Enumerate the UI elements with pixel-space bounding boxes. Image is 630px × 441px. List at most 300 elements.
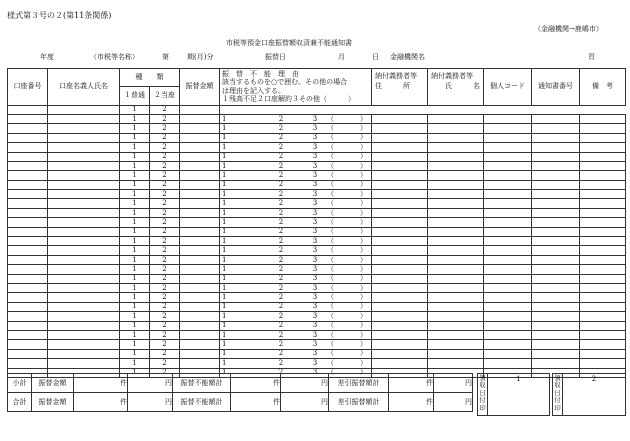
notice-no-cell[interactable] [532,330,580,339]
payer-name-cell[interactable] [428,255,484,264]
account-no-cell[interactable] [8,321,48,330]
table-row [8,321,626,330]
reason-title: 振 替 不 能 理 由 [222,70,299,78]
personal-code-cell[interactable] [484,133,532,142]
payer-address-cell[interactable] [372,274,428,283]
amount-cell[interactable] [180,359,220,368]
reason-opt-2: 2 [278,142,284,151]
reason-opt-1: 1 [222,293,227,302]
amount-cell[interactable] [180,227,220,236]
transfer-date-label: 振替日 [265,53,286,61]
notice-no-cell[interactable] [532,227,580,236]
personal-code-cell[interactable] [484,143,532,152]
account-no-cell[interactable] [8,114,48,123]
remarks-cell[interactable] [580,274,626,283]
page-label: 頁 [588,53,595,61]
holder-cell[interactable] [48,274,120,283]
reason-open-paren: （ [327,330,334,339]
remarks-cell[interactable] [580,330,626,339]
reason-opt-2: 2 [278,340,284,349]
notice-no-cell[interactable] [532,208,580,217]
personal-code-cell[interactable] [484,190,532,199]
account-no-cell[interactable] [8,265,48,274]
remarks-cell[interactable] [580,227,626,236]
payer-address-cell[interactable] [372,180,428,189]
reason-open-paren: （ [327,274,334,283]
total-net-yen-unit: 円 [434,393,473,412]
reason-desc-1: 該当するものを○で囲む。その他の場合 [222,78,348,87]
personal-code-cell[interactable] [484,227,532,236]
personal-code-cell[interactable] [484,208,532,217]
remarks-cell[interactable] [580,237,626,246]
reason-opt-3: 3 [312,170,318,179]
payer-name-cell[interactable] [428,283,484,292]
holder-cell[interactable] [48,208,120,217]
reason-close-paren: ） [360,189,367,198]
kind-2-cell: 2 [150,208,180,217]
receipt-stamp-label-1: 領収日付印 [478,374,488,416]
holder-cell[interactable] [48,237,120,246]
account-no-cell[interactable] [8,349,48,358]
amount-cell[interactable] [180,114,220,123]
notice-no-cell[interactable] [532,349,580,358]
notice-no-cell[interactable] [532,293,580,302]
kind-2-cell: 2 [150,274,180,283]
payer-name-cell[interactable] [428,180,484,189]
remarks-cell[interactable] [580,190,626,199]
remarks-cell[interactable] [580,124,626,133]
notice-no-cell[interactable] [532,237,580,246]
personal-code-cell[interactable] [484,255,532,264]
payer-address-cell[interactable] [372,114,428,123]
payer-name-cell[interactable] [428,312,484,321]
reason-open-paren: （ [327,227,334,236]
holder-cell[interactable] [48,359,120,368]
personal-code-cell[interactable] [484,349,532,358]
holder-cell[interactable] [48,114,120,123]
remarks-cell[interactable] [580,114,626,123]
table-row [8,227,626,236]
notice-no-cell[interactable] [532,114,580,123]
payer-name-cell[interactable] [428,359,484,368]
amount-cell[interactable] [180,208,220,217]
payer-name-cell[interactable] [428,190,484,199]
account-no-cell[interactable] [8,124,48,133]
remarks-cell[interactable] [580,265,626,274]
reason-close-paren: ） [360,349,367,358]
account-no-cell[interactable] [8,171,48,180]
holder-cell[interactable] [48,293,120,302]
amount-cell[interactable] [180,312,220,321]
kind-1-cell: 1 [120,340,150,349]
kind-1-cell: 1 [120,312,150,321]
holder-cell[interactable] [48,283,120,292]
reason-opt-3: 3 [312,283,318,292]
payer-name-cell[interactable] [428,171,484,180]
payer-name-cell[interactable] [428,246,484,255]
reason-opt-3: 3 [312,311,318,320]
receipt-stamp-2 [552,373,626,416]
personal-code-cell[interactable] [484,246,532,255]
holder-cell[interactable] [48,133,120,142]
payer-name-cell[interactable] [428,265,484,274]
payer-name-cell[interactable] [428,274,484,283]
payer-name-cell[interactable] [428,124,484,133]
personal-code-cell[interactable] [484,124,532,133]
personal-code-cell[interactable] [484,302,532,311]
amount-cell[interactable] [180,152,220,161]
reason-close-paren: ） [360,114,367,123]
account-no-cell[interactable] [8,246,48,255]
payer-address-cell[interactable] [372,152,428,161]
payer-name-cell[interactable] [428,340,484,349]
payer-address-cell[interactable] [372,218,428,227]
notice-no-cell[interactable] [532,124,580,133]
reason-close-paren: ） [360,340,367,349]
remarks-cell[interactable] [580,218,626,227]
holder-cell[interactable] [48,349,120,358]
remarks-cell[interactable] [580,180,626,189]
notice-no-cell[interactable] [532,143,580,152]
notice-no-cell[interactable] [532,190,580,199]
holder-cell[interactable] [48,143,120,152]
notice-no-cell[interactable] [532,274,580,283]
reason-opt-2: 2 [278,311,284,320]
remarks-cell[interactable] [580,359,626,368]
notice-no-cell[interactable] [532,359,580,368]
reason-open-paren: （ [327,283,334,292]
account-no-cell[interactable] [8,302,48,311]
payer-address-cell[interactable] [372,293,428,302]
holder-cell[interactable] [48,340,120,349]
payer-address-cell[interactable] [372,283,428,292]
reason-close-paren: ） [360,321,367,330]
reason-cell [220,124,372,133]
total-fail-yen-unit: 円 [281,393,329,412]
reason-opt-3: 3 [312,358,318,367]
table-row [8,208,626,217]
table-row [8,124,626,133]
holder-cell[interactable] [48,321,120,330]
holder-cell[interactable] [48,180,120,189]
holder-cell[interactable] [48,161,120,170]
notice-no-cell[interactable] [532,199,580,208]
payer-name-cell[interactable] [428,302,484,311]
payer-address-cell[interactable] [372,302,428,311]
subtotal-fail-yen-unit: 円 [281,374,329,393]
payer-address-cell[interactable] [372,255,428,264]
payer-address-cell[interactable] [372,208,428,217]
amount-cell[interactable] [180,302,220,311]
kind-2-cell: 2 [150,180,180,189]
receipt-stamp-number-2: 2 [563,374,626,416]
remarks-cell[interactable] [580,302,626,311]
notice-no-cell[interactable] [532,133,580,142]
notice-no-cell[interactable] [532,312,580,321]
payer-name-label-a: 納付義務者等 [431,72,473,80]
receipt-stamp-label-2: 領収日付印 [553,374,563,416]
account-no-cell[interactable] [8,152,48,161]
remarks-cell[interactable] [580,255,626,264]
kind-2-cell: 2 [150,340,180,349]
reason-opt-1: 1 [222,180,227,189]
payer-address-cell[interactable] [372,246,428,255]
holder-cell[interactable] [48,246,120,255]
personal-code-cell[interactable] [484,283,532,292]
payer-name-cell[interactable] [428,330,484,339]
remarks-cell[interactable] [580,199,626,208]
payer-name-cell[interactable] [428,161,484,170]
account-no-cell[interactable] [8,208,48,217]
account-no-cell[interactable] [8,133,48,142]
holder-cell[interactable] [48,227,120,236]
account-no-cell[interactable] [8,161,48,170]
remarks-cell[interactable] [580,321,626,330]
amount-cell[interactable] [180,133,220,142]
remarks-cell[interactable] [580,152,626,161]
amount-cell[interactable] [180,180,220,189]
payer-address-cell[interactable] [372,227,428,236]
holder-cell[interactable] [48,124,120,133]
reason-open-paren: （ [327,180,334,189]
account-no-cell[interactable] [8,199,48,208]
payer-name-cell[interactable] [428,199,484,208]
payer-address-cell[interactable] [372,265,428,274]
total-fail-count-unit: 件 [231,393,281,412]
account-no-cell[interactable] [8,255,48,264]
holder-cell[interactable] [48,312,120,321]
notice-no-cell[interactable] [532,321,580,330]
personal-code-cell[interactable] [484,237,532,246]
payer-name-cell[interactable] [428,208,484,217]
table-row [8,133,626,142]
table-row [8,312,626,321]
reason-close-paren: ） [360,283,367,292]
amount-cell[interactable] [180,330,220,339]
holder-cell[interactable] [48,105,120,114]
personal-code-cell[interactable] [484,293,532,302]
personal-code-cell[interactable] [484,218,532,227]
payer-address-cell[interactable] [372,199,428,208]
remarks-cell[interactable] [580,171,626,180]
kind-2-cell: 2 [150,321,180,330]
notice-no-cell[interactable] [532,302,580,311]
reason-cell [220,265,372,274]
account-no-cell[interactable] [8,293,48,302]
payer-address-cell[interactable] [372,143,428,152]
account-no-cell[interactable] [8,340,48,349]
remarks-cell[interactable] [580,161,626,170]
amount-cell[interactable] [180,171,220,180]
payer-address-cell[interactable] [372,340,428,349]
reason-close-paren: ） [360,199,367,208]
payer-name-cell[interactable] [428,133,484,142]
notice-no-cell[interactable] [532,265,580,274]
col-reason [220,69,372,106]
amount-cell[interactable] [180,237,220,246]
payer-address-cell[interactable] [372,161,428,170]
personal-code-cell[interactable] [484,359,532,368]
table-row [8,237,626,246]
reason-opt-1: 1 [222,330,227,339]
personal-code-cell[interactable] [484,114,532,123]
holder-cell[interactable] [48,218,120,227]
reason-open-paren: （ [327,161,334,170]
receipt-stamp-1 [477,373,550,416]
reason-cell [220,190,372,199]
table-row [8,105,626,114]
notice-no-cell[interactable] [532,180,580,189]
personal-code-cell[interactable] [484,274,532,283]
reason-opt-1: 1 [222,189,227,198]
payer-address-cell[interactable] [372,171,428,180]
amount-cell[interactable] [180,274,220,283]
holder-cell[interactable] [48,255,120,264]
amount-cell[interactable] [180,340,220,349]
personal-code-cell[interactable] [484,265,532,274]
personal-code-cell[interactable] [484,152,532,161]
account-no-cell[interactable] [8,180,48,189]
notice-no-cell[interactable] [532,152,580,161]
amount-cell[interactable] [180,190,220,199]
personal-code-cell[interactable] [484,199,532,208]
holder-cell[interactable] [48,302,120,311]
remarks-cell[interactable] [580,133,626,142]
amount-cell[interactable] [180,349,220,358]
account-no-cell[interactable] [8,237,48,246]
holder-cell[interactable] [48,199,120,208]
holder-cell[interactable] [48,330,120,339]
remarks-cell[interactable] [580,208,626,217]
remarks-cell[interactable] [580,246,626,255]
reason-opt-2: 2 [278,227,284,236]
amount-cell[interactable] [180,218,220,227]
notice-no-cell[interactable] [532,283,580,292]
payer-name-cell[interactable] [428,321,484,330]
payer-address-cell[interactable] [372,190,428,199]
payer-name-cell[interactable] [428,152,484,161]
payer-name-cell[interactable] [428,237,484,246]
payer-name-cell[interactable] [428,143,484,152]
personal-code-cell[interactable] [484,180,532,189]
reason-opt-1: 1 [222,217,227,226]
payer-address-cell[interactable] [372,359,428,368]
notice-no-cell[interactable] [532,171,580,180]
remarks-cell[interactable] [580,340,626,349]
reason-opt-2: 2 [278,349,284,358]
reason-open-paren: （ [327,358,334,367]
payer-name-cell[interactable] [428,218,484,227]
col-kind-2: ２当座 [150,87,180,105]
account-no-cell[interactable] [8,105,48,114]
account-no-cell[interactable] [8,190,48,199]
account-no-cell[interactable] [8,330,48,339]
reason-opt-2: 2 [278,170,284,179]
account-no-cell[interactable] [8,143,48,152]
amount-cell[interactable] [180,321,220,330]
payer-address-cell[interactable] [372,349,428,358]
payer-name-cell[interactable] [428,349,484,358]
remarks-cell[interactable] [580,143,626,152]
remarks-cell[interactable] [580,312,626,321]
total-label: 合計 [8,393,32,412]
reason-opt-3: 3 [312,340,318,349]
amount-cell[interactable] [180,143,220,152]
personal-code-cell[interactable] [484,330,532,339]
payer-name-cell[interactable] [428,114,484,123]
amount-cell[interactable] [180,293,220,302]
amount-cell[interactable] [180,199,220,208]
notice-no-cell[interactable] [532,340,580,349]
reason-opt-1: 1 [222,264,227,273]
reason-opt-3: 3 [312,264,318,273]
payer-address-cell[interactable] [372,321,428,330]
payer-address-cell[interactable] [372,330,428,339]
notice-no-cell[interactable] [532,255,580,264]
amount-cell[interactable] [180,124,220,133]
kind-2-cell: 2 [150,190,180,199]
payer-address-cell[interactable] [372,237,428,246]
amount-cell[interactable] [180,283,220,292]
payer-address-label-b: 住 所 [375,81,410,90]
amount-cell[interactable] [180,105,220,114]
reason-close-paren: ） [360,227,367,236]
payer-address-cell[interactable] [372,133,428,142]
holder-cell[interactable] [48,265,120,274]
remarks-cell[interactable] [580,349,626,358]
reason-cell [220,114,372,123]
amount-cell[interactable] [180,265,220,274]
reason-opt-2: 2 [278,293,284,302]
remarks-cell[interactable] [580,293,626,302]
reason-opt-2: 2 [278,358,284,367]
amount-cell[interactable] [180,246,220,255]
account-no-cell[interactable] [8,274,48,283]
personal-code-cell[interactable] [484,312,532,321]
notice-no-cell[interactable] [532,161,580,170]
bank-name-label: 金融機関名 [390,53,425,61]
notice-no-cell[interactable] [532,218,580,227]
reason-opt-3: 3 [312,199,318,208]
reason-close-paren: ） [360,330,367,339]
amount-cell[interactable] [180,255,220,264]
holder-cell[interactable] [48,190,120,199]
payer-address-cell[interactable] [372,312,428,321]
account-no-cell[interactable] [8,312,48,321]
holder-cell[interactable] [48,152,120,161]
account-no-cell[interactable] [8,227,48,236]
payer-name-cell[interactable] [428,293,484,302]
holder-cell[interactable] [48,171,120,180]
notice-no-cell[interactable] [532,246,580,255]
personal-code-cell[interactable] [484,321,532,330]
reason-opt-2: 2 [278,199,284,208]
personal-code-cell[interactable] [484,171,532,180]
personal-code-cell[interactable] [484,340,532,349]
reason-opt-1: 1 [222,368,227,377]
remarks-cell[interactable] [580,283,626,292]
amount-cell[interactable] [180,161,220,170]
table-row [8,152,626,161]
payer-name-cell[interactable] [428,227,484,236]
account-no-cell[interactable] [8,283,48,292]
reason-open-paren: （ [327,217,334,226]
account-no-cell[interactable] [8,359,48,368]
payer-address-cell[interactable] [372,124,428,133]
page-title: 市税等預金口座振替額収済兼不能通知書 [226,39,352,47]
personal-code-cell[interactable] [484,161,532,170]
account-no-cell[interactable] [8,218,48,227]
